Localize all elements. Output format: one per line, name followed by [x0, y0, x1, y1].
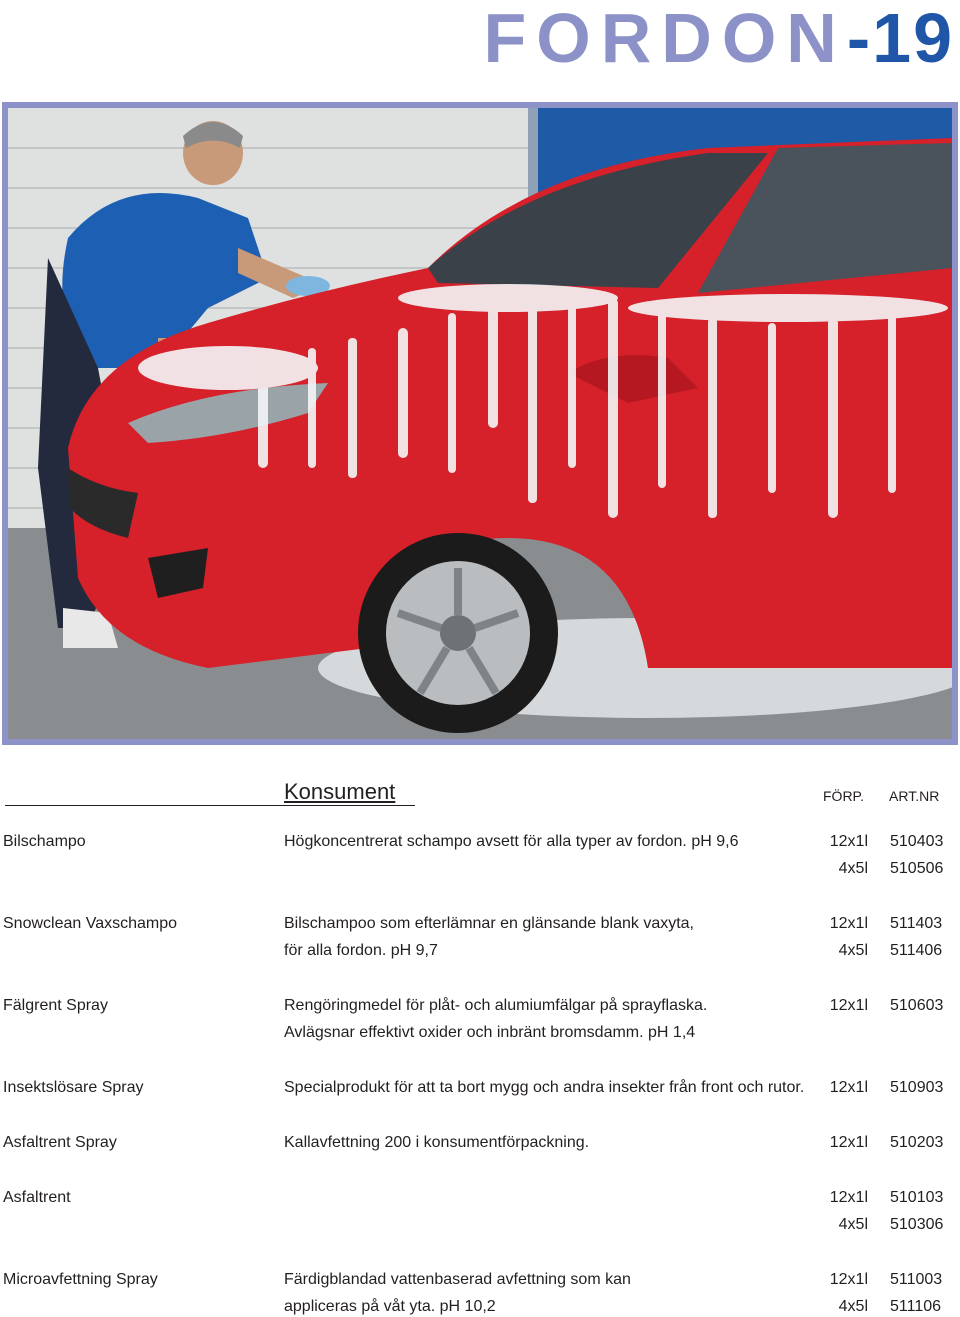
pack-size: 12x1l — [829, 1189, 868, 1206]
car-wash-photo — [2, 102, 958, 745]
pack-size: 12x1l — [829, 1134, 868, 1151]
art-number: 510203 — [890, 1134, 944, 1151]
page-title-number: -19 — [846, 0, 954, 77]
product-name: Insektslösare Spray — [3, 1079, 144, 1096]
art-number: 510103 — [890, 1189, 944, 1206]
product-name: Asfaltrent — [3, 1189, 71, 1206]
product-packs — [830, 910, 868, 964]
product-art-numbers — [890, 828, 943, 882]
pack-size: 4x5l — [838, 1298, 868, 1315]
product-packs — [830, 992, 868, 1019]
description-line: Färdigblandad vattenbaserad avfettning som kan — [284, 1271, 631, 1288]
section-header — [0, 778, 960, 808]
pack-size: 12x1l — [829, 997, 868, 1014]
page-title-word: FORDON — [483, 0, 847, 77]
art-number: 510403 — [890, 833, 944, 850]
product-art-numbers — [890, 1266, 942, 1317]
description-line: Kallavfettning 200 i konsumentförpackning. — [284, 1134, 590, 1151]
art-number: 511403 — [890, 915, 943, 932]
product-name: Asfaltrent Spray — [3, 1134, 117, 1151]
description-line: Bilschampoo som efterlämnar en glänsande blank vaxyta, — [284, 915, 694, 932]
product-art-numbers — [890, 1184, 943, 1238]
product-name: Fälgrent Spray — [3, 997, 108, 1014]
product-name: Microavfettning Spray — [3, 1271, 158, 1288]
art-number: 510603 — [890, 997, 944, 1014]
description-line: appliceras på våt yta. pH 10,2 — [284, 1298, 496, 1315]
product-art-numbers — [890, 910, 942, 964]
product-description — [284, 828, 824, 855]
description-line: Specialprodukt för att ta bort mygg och andra insekter från front och rutor. — [284, 1079, 805, 1096]
product-packs — [830, 1129, 868, 1156]
product-packs — [830, 1184, 868, 1238]
pack-size: 12x1l — [829, 915, 868, 932]
description-line: Högkoncentrerat schampo avsett för alla typer av fordon. pH 9,6 — [284, 833, 739, 850]
art-number: 510903 — [890, 1079, 944, 1096]
product-packs — [830, 1074, 868, 1101]
product-description — [284, 992, 824, 1046]
car-wash-illustration — [8, 108, 952, 739]
description-line: för alla fordon. pH 9,7 — [284, 942, 438, 959]
art-number: 510306 — [890, 1216, 944, 1233]
product-art-numbers — [890, 1074, 943, 1101]
pack-size: 12x1l — [829, 1271, 868, 1288]
page-title — [484, 0, 954, 80]
section-heading: Konsument — [284, 779, 396, 804]
product-name: Bilschampo — [3, 833, 86, 850]
product-description — [284, 1129, 824, 1156]
product-name: Snowclean Vaxschampo — [3, 915, 178, 932]
column-header-art-number: ART.NR — [889, 788, 940, 804]
product-description — [284, 910, 824, 964]
product-description — [284, 1266, 824, 1317]
pack-size: 4x5l — [838, 942, 868, 959]
product-description — [284, 1074, 824, 1101]
product-packs — [830, 1266, 868, 1317]
pack-size: 4x5l — [838, 860, 868, 877]
pack-size: 12x1l — [829, 833, 868, 850]
column-header-pack: FÖRP. — [823, 788, 864, 804]
description-line: Rengöringmedel för plåt- och alumiumfälgar på sprayflaska. — [284, 997, 708, 1014]
product-art-numbers — [890, 992, 943, 1019]
pack-size: 12x1l — [829, 1079, 868, 1096]
art-number: 511106 — [890, 1298, 942, 1315]
pack-size: 4x5l — [838, 1216, 868, 1233]
art-number: 510506 — [890, 860, 944, 877]
description-line: Avlägsnar effektivt oxider och inbränt bromsdamm. pH 1,4 — [284, 1024, 696, 1041]
art-number: 511003 — [890, 1271, 943, 1288]
art-number: 511406 — [890, 942, 943, 959]
product-art-numbers — [890, 1129, 943, 1156]
product-packs — [830, 828, 868, 882]
